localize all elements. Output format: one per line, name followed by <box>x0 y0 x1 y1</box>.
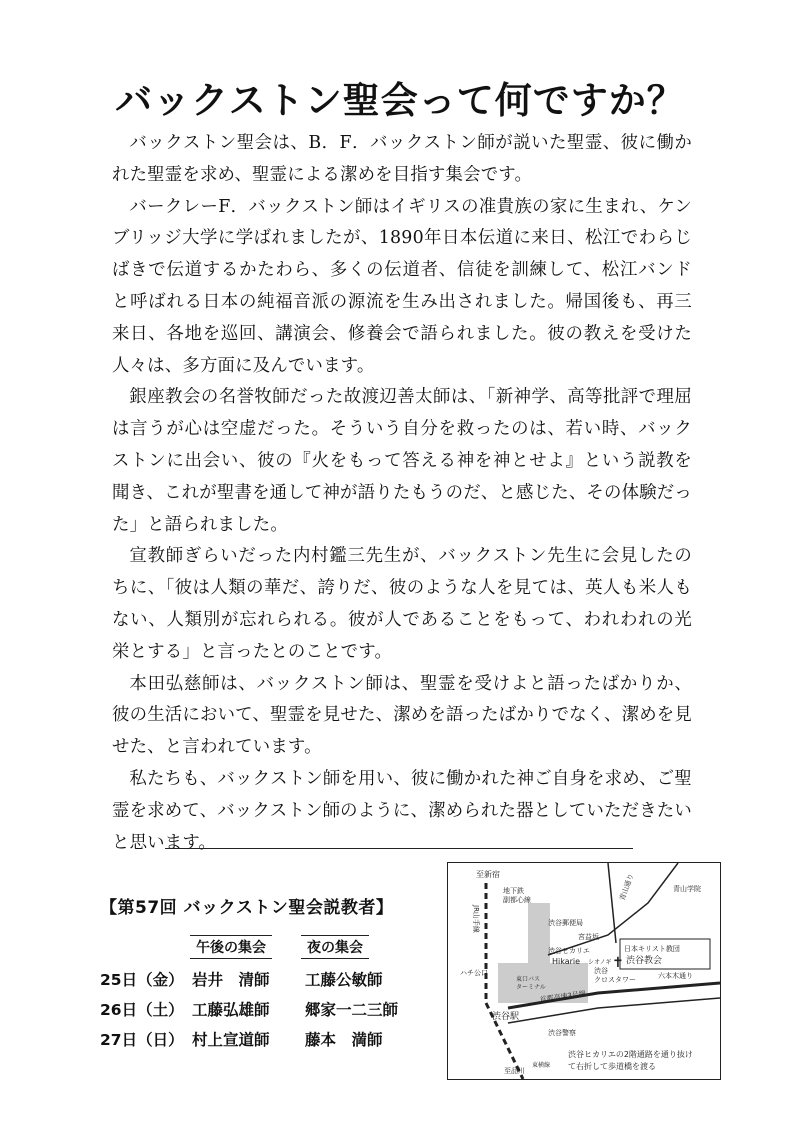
evening-preacher: 工藤公敏師 <box>305 971 383 989</box>
map-note: 渋谷ヒカリエの2階通路を通り抜け <box>568 1050 693 1059</box>
afternoon-preacher: 岩井 清師 <box>192 971 270 989</box>
map-label: 渋谷 <box>594 967 608 975</box>
access-map <box>447 862 721 1080</box>
map-note: て右折して歩道橋を渡る <box>568 1062 656 1071</box>
article-body <box>112 128 692 859</box>
section-divider <box>165 848 633 849</box>
map-label: 地下鉄 <box>503 887 524 895</box>
map-label: 渋谷郵便局 <box>548 919 583 927</box>
map-label: 至品川 <box>504 1067 525 1075</box>
map-label: 東口バス <box>516 976 541 983</box>
station-building <box>528 903 550 963</box>
map-label: ターミナル <box>516 984 546 991</box>
map-label: 渋谷駅 <box>492 1012 520 1022</box>
map-label: Hikarie <box>552 957 581 966</box>
map-drawing <box>448 863 720 1079</box>
paragraph: 本田弘慈師は、バックストン師は、聖霊を受けよと語ったばかりか、彼の生活において、聖霊を見せた、潔めを語ったばかりでなく、潔めを見せた、と言われています。 <box>112 673 692 758</box>
map-label: ハチ公口 <box>460 969 488 977</box>
map-label: 宮益坂 <box>578 933 599 941</box>
map-label: 青山通り <box>618 872 636 902</box>
paragraph: 宣教師ぎらいだった内村鑑三先生が、バックストン先生に会見したのちに、「彼は人類の華だ、誇りだ、彼のような人を見ては、英人も米人もない、人類別が忘れられる。彼が人であることをもって、われわれの光栄とする」と言ったとのことです。 <box>112 546 692 662</box>
paragraph: 私たちも、バックストン師を用い、彼に働かれた神ご自身を求め、ご聖霊を求めて、バックストン師のように、潔められた器としていただきたいと思います。 <box>112 768 692 853</box>
page-title: バックストン聖会って何ですか？ <box>115 79 685 122</box>
paragraph: 銀座教会の名誉牧師だった故渡辺善太師は、「新神学、高等批評で理屈は言うが心は空虚だった。そういう自分を救ったのは、若い時、バックストンに出会い、彼の『火をもって答える神を神とせよ』という説教を聞き、これが聖書を通して神が語りたもうのだ、と感じた、その体験だった」と語られました。 <box>112 387 692 535</box>
map-label: 東横線 <box>532 1062 551 1069</box>
map-label: シオノギ <box>588 959 612 966</box>
map-label: クロスタワー <box>594 976 636 984</box>
preachers-heading: 【第57回 バックストン聖会説教者】 <box>100 898 394 918</box>
schedule-date: 27日（日） <box>100 1031 184 1049</box>
map-label: 首都高速3号線 <box>539 989 587 1004</box>
afternoon-preacher: 村上宣道師 <box>192 1031 270 1049</box>
map-label: 青山学院 <box>673 885 701 893</box>
church-cross-icon: ✝ <box>612 955 624 971</box>
map-label: 六本木通り <box>658 972 693 980</box>
map-label: 渋谷教会 <box>626 956 663 966</box>
afternoon-header: 午後の集会 <box>190 935 272 959</box>
map-label: 至新宿 <box>476 870 500 879</box>
schedule-date: 25日（金） <box>100 971 184 989</box>
map-label: 日本キリスト教団 <box>624 945 680 953</box>
schedule-date: 26日（土） <box>100 1001 184 1019</box>
evening-preacher: 郷家一二三師 <box>305 1001 399 1019</box>
paragraph: バックストン聖会は、B．F．バックストン師が説いた聖霊、彼に働かれた聖霊を求め、聖霊による潔めを目指す集会です。 <box>112 133 692 185</box>
map-label: 渋谷警察 <box>548 1029 576 1037</box>
paragraph: バークレーF．バックストン師はイギリスの准貴族の家に生まれ、ケンブリッジ大学に学ばれましたが、1890年日本伝道に来日、松江でわらじばきで伝道するかたわら、多くの伝道者、信徒を訓練して、松江バンドと呼ばれる日本の純福音派の源流を生み出されました。帰国後も、再三来日、各地を巡回、講演会、修養会で語られました。彼の教えを受けた人々は、多方面に及んでいます。 <box>112 196 692 376</box>
evening-header: 夜の集会 <box>301 935 369 959</box>
map-label: 副都心線 <box>503 896 531 904</box>
afternoon-preacher: 工藤弘雄師 <box>192 1001 270 1019</box>
map-label: JR山手線 <box>472 905 480 933</box>
evening-preacher: 藤本 満師 <box>305 1031 383 1049</box>
map-label: 渋谷ヒカリエ <box>548 947 590 955</box>
